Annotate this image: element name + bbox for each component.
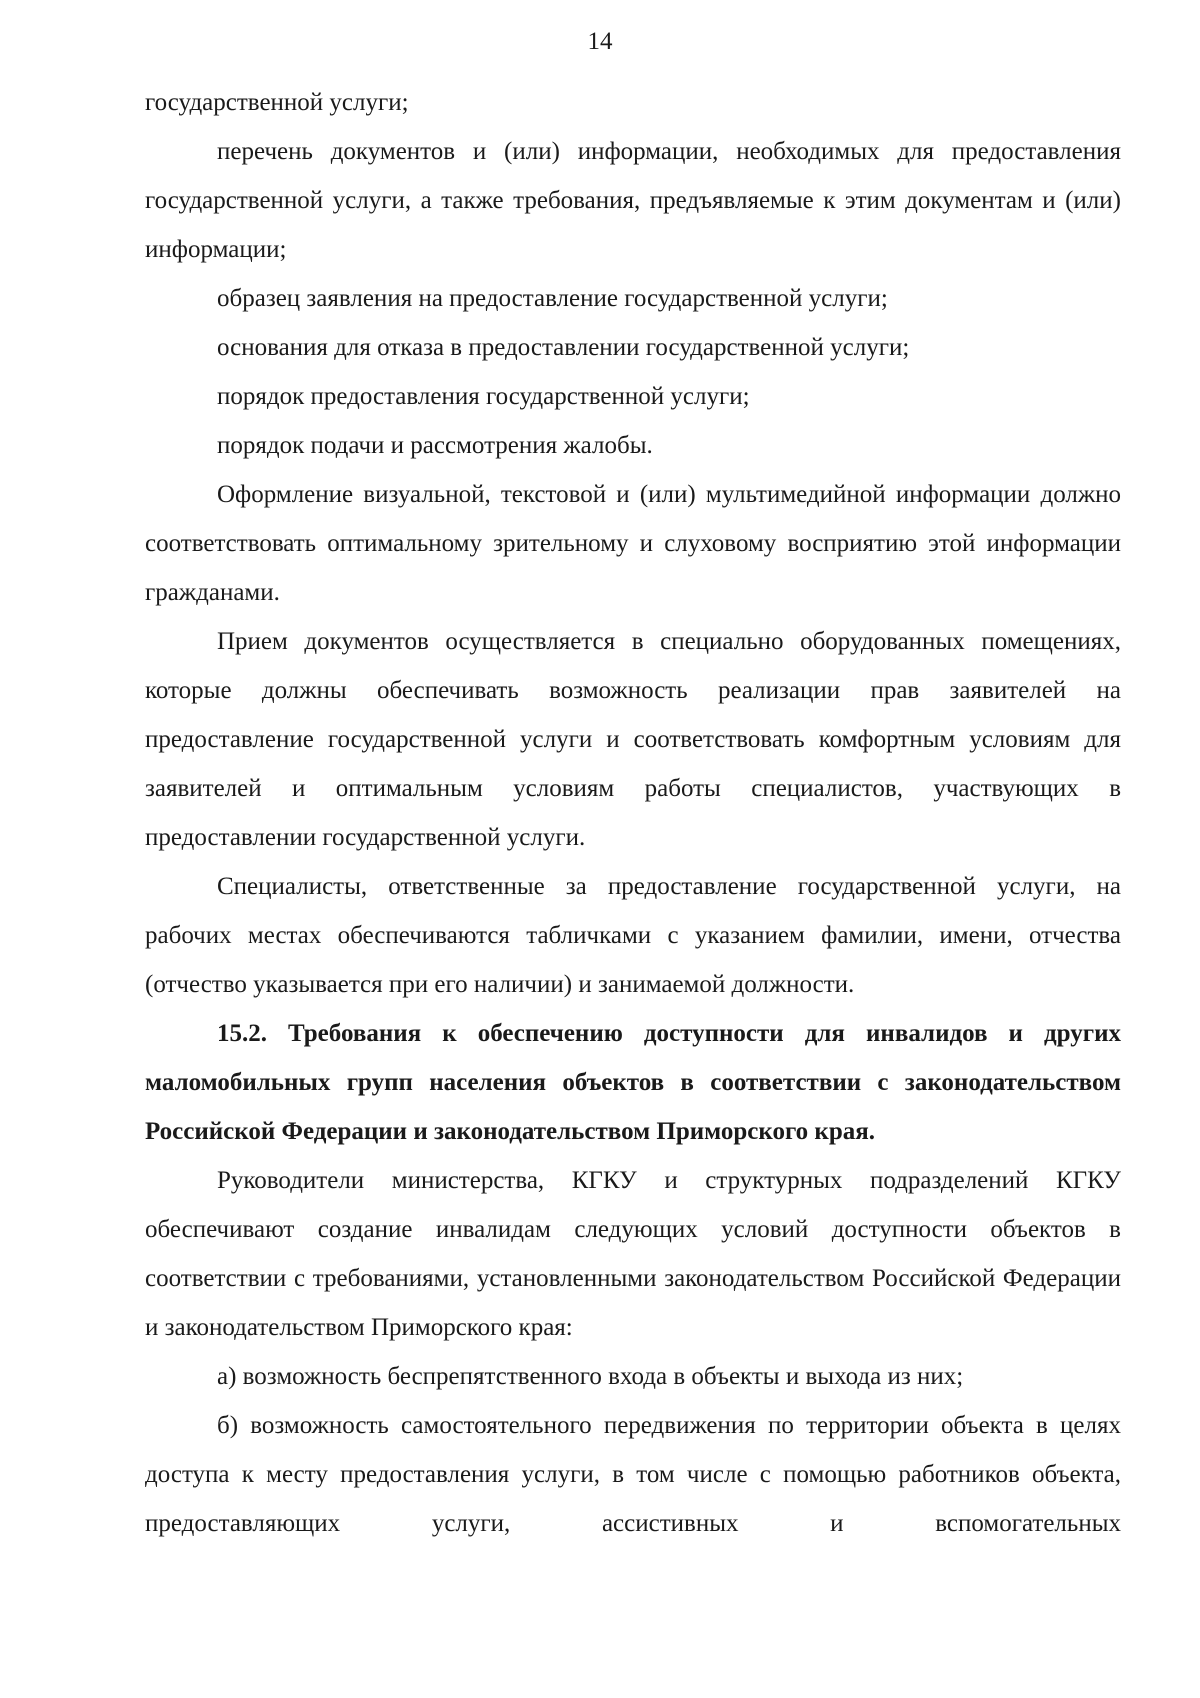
document-body xyxy=(145,78,1121,1548)
section-heading-15-2: 15.2. Требования к обеспечению доступности для инвалидов и других маломобильных групп населения объектов в соответствии с законодательством Российской Федерации и законодательством Приморского края. xyxy=(145,1020,1121,1145)
list-item-b: б) возможность самостоятельного передвижения по территории объекта в целях доступа к месту предоставления услуги, в том числе с помощью работников объекта, предоставляющих услуги, ассистивных и вспомогательных xyxy=(145,1412,1121,1537)
paragraph-managers-obligations: Руководители министерства, КГКУ и структурных подразделений КГКУ обеспечивают создание инвалидам следующих условий доступности объектов в соответствии с требованиями, установленными законодательством Российской Федерации и законодательством Приморского края: xyxy=(145,1167,1121,1341)
paragraph-continuation: государственной услуги; xyxy=(145,89,409,116)
paragraph-complaint-procedure: порядок подачи и рассмотрения жалобы. xyxy=(217,432,653,459)
paragraph-refusal-grounds: основания для отказа в предоставлении государственной услуги; xyxy=(217,334,910,361)
paragraph-application-sample: образец заявления на предоставление государственной услуги; xyxy=(217,285,888,312)
list-item-a: а) возможность беспрепятственного входа в объекты и выхода из них; xyxy=(217,1363,964,1390)
paragraph-information-design: Оформление визуальной, текстовой и (или) мультимедийной информации должно соответствовать оптимальному зрительному и слуховому восприятию этой информации гражданами. xyxy=(145,481,1121,606)
paragraph-specialists: Специалисты, ответственные за предоставление государственной услуги, на рабочих местах обеспечиваются табличками с указанием фамилии, имени, отчества (отчество указывается при его наличии) и занимаемой должности. xyxy=(145,873,1121,998)
paragraph-document-reception: Прием документов осуществляется в специально оборудованных помещениях, которые должны обеспечивать возможность реализации прав заявителей на предоставление государственной услуги и соответствовать комфортным условиям для заявителей и оптимальным условиям работы специалистов, участвующих в предоставлении государственной услуги. xyxy=(145,628,1121,851)
page-number: 14 xyxy=(587,28,613,55)
paragraph-service-procedure: порядок предоставления государственной услуги; xyxy=(217,383,750,410)
paragraph-documents-list: перечень документов и (или) информации, необходимых для предоставления государственной услуги, а также требования, предъявляемые к этим документам и (или) информации; xyxy=(145,138,1121,263)
